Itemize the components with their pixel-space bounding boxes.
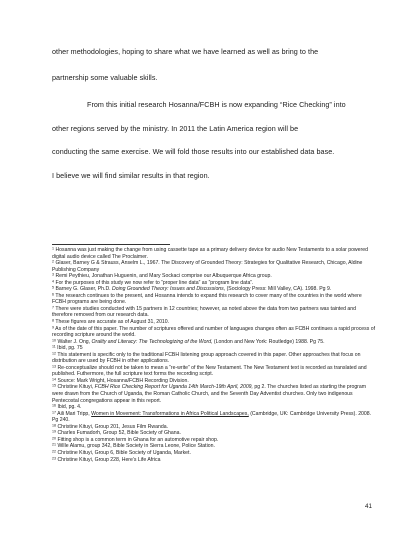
footnote-text: Re-conceptualize should not be taken to mean a “re-write” of the New Testament. The New Testament text is recorded as translated and published. Futhermore, the full scripture text forms the recording script. bbox=[52, 364, 367, 378]
footnote-text: Charles Fumadorh, Group 52, Bible Society of Ghana. bbox=[57, 430, 181, 437]
footnote bbox=[52, 411, 377, 424]
footnote-text: For the purposes of this study we now refer to “proper line data” as “program line data”. bbox=[55, 279, 254, 286]
footnote-text: As of the date of this paper. The number of scriptures offered and number of languages changes often as FCBH continues a rapid process of recording scripture around the world. bbox=[52, 325, 376, 339]
footnote-text: Aili Mari Tripp, bbox=[57, 410, 92, 417]
footnote-text: There were studies conducted with 15 partners in 12 countries; however, as noted above the data from two partners was tainted and therefore removed from our research data. bbox=[52, 305, 356, 319]
footnote-text: Fitting shop is a common term in Ghana for an automotive repair shop. bbox=[57, 436, 219, 443]
report-title: FCBH Rice Checking Report for Uganda 14th March-19th April, 2009, bbox=[94, 384, 253, 391]
footnote-text: pg 2. The churches listed as starting the program were drawn from the Church of Uganda, the Roman Catholic Church, and the Seventh Day Adventist churches. Only two indigenous Pentecostal congregations appear in this report. bbox=[52, 384, 367, 404]
footnote-text: Christine Kituyi, Group 201, Jesus Film Rwanda. bbox=[57, 423, 169, 430]
footnote-number: 13 bbox=[52, 364, 56, 369]
footnote-number: 19 bbox=[52, 429, 56, 434]
footnotes bbox=[52, 247, 377, 463]
footnote-number: 16 bbox=[52, 403, 56, 408]
footnote-text: Ibid, pg. 75 bbox=[57, 345, 83, 352]
footnote-number: 4 bbox=[52, 279, 54, 284]
footnote bbox=[52, 384, 377, 404]
footnote-text: Hosanna was just making the change from using cassette tape as a primary delivery device for audio New Testaments to a solar powered digital audio device called The Proclaimer. bbox=[52, 247, 368, 260]
footnote bbox=[52, 326, 377, 339]
body-line-3: From this initial research Hosanna/FCBH is now expanding “Rice Checking” into bbox=[87, 100, 346, 109]
book-title: Women in Movement: Transformations in Africa Political Landscapes, bbox=[91, 410, 249, 417]
footnote-text: (Cambridge, UK: Cambridge University Press). 2008. Pg 240. bbox=[52, 410, 372, 424]
footnote-text: Wille Alamu, group 342, Bible Society in Sierra Leone, Police Station. bbox=[57, 443, 215, 450]
footnote-number: 20 bbox=[52, 436, 56, 441]
footnote-text: Barney G. Glaser, Ph.D. bbox=[55, 286, 113, 293]
footnote-number: 21 bbox=[52, 442, 56, 447]
body-line-4: other regions served by the ministry. In 2011 the Latin America region will be bbox=[52, 124, 299, 133]
footnote bbox=[52, 306, 377, 319]
footnote-number: 7 bbox=[52, 305, 54, 310]
footnote-text: The research continues to the present, and Hosanna intends to expand this research to cover many of the countries in the world where FCBH programs are being done. bbox=[52, 292, 362, 306]
book-title: Doing Grounded Theory: Issues and Discussions, bbox=[112, 286, 226, 293]
footnote-number: 15 bbox=[52, 383, 56, 388]
page-number: 41 bbox=[365, 503, 373, 510]
book-title: Orality and Literacy: The Technologizing of the Word, bbox=[91, 338, 213, 345]
footnote-text: Christine Kituyi, Group 6, Bible Society of Uganda, Market. bbox=[57, 449, 191, 456]
footnote-text: Glaser, Barney G & Strauss, Anselm L., 1967. The Discovery of Grounded Theory: Strategies for Qualitative Research, Chicago, Aldine Publishing Company bbox=[52, 260, 363, 273]
footnote-text: (London and New York: Routledge) 1988. Pg 75. bbox=[212, 338, 325, 345]
footnote bbox=[52, 365, 377, 378]
footnote-number: 18 bbox=[52, 423, 56, 428]
footnote-text: Remi Peythieu, Jonathan Huguenin, and Mary Sockaci comprise our Albuquerque Africa group. bbox=[55, 273, 272, 280]
body-line-1: other methodologies, hoping to share what we have learned as well as bring to the bbox=[52, 47, 319, 56]
footnote-text: This statement is specific only to the traditional FCBH listening group approach covered in this paper. Other approaches that focus on distribution are used by FCBH in other applications. bbox=[52, 351, 361, 365]
footnote-number: 1 bbox=[52, 246, 54, 251]
footnote-number: 11 bbox=[52, 344, 56, 349]
footnote-number: 23 bbox=[52, 455, 56, 460]
footnote-number: 22 bbox=[52, 449, 56, 454]
footnote-number: 3 bbox=[52, 272, 54, 277]
footnote-number: 10 bbox=[52, 337, 56, 342]
footnote-number: 8 bbox=[52, 318, 54, 323]
footnote bbox=[52, 457, 377, 464]
footnote-text: Ibid, pg. 4. bbox=[57, 404, 82, 411]
footnote-text: Christine Kituyi, Group 228, Here’s Life Africa bbox=[57, 456, 161, 463]
footnote-number: 12 bbox=[52, 351, 56, 356]
footnote-number: 17 bbox=[52, 409, 56, 414]
body-line-6: I believe we will find similar results in that region. bbox=[52, 171, 210, 180]
footnote-text: Source: Mark Wright, Hosanna/FCBH Recording Division. bbox=[57, 377, 189, 384]
body-line-2: partnership some valuable skills. bbox=[52, 73, 158, 82]
footnote-text: Walter J. Ong, bbox=[57, 338, 92, 345]
footnote-number: 6 bbox=[52, 292, 54, 297]
footnote-number: 9 bbox=[52, 324, 54, 329]
footnote-separator bbox=[52, 244, 170, 245]
footnote-number: 2 bbox=[52, 259, 54, 264]
footnote-text: These figures are accurate as of August 31, 2010. bbox=[55, 319, 170, 326]
footnote bbox=[52, 352, 377, 365]
footnote-text: (Sociology Press: Mill Valley, CA). 1998. Pg 9. bbox=[225, 286, 332, 293]
footnote bbox=[52, 293, 377, 306]
footnote-text: Christine Kituyi, bbox=[57, 384, 95, 391]
footnote-number: 5 bbox=[52, 285, 54, 290]
footnote-number: 14 bbox=[52, 377, 56, 382]
footnote bbox=[52, 247, 377, 260]
footnote bbox=[52, 260, 377, 273]
body-line-5: conducting the same exercise. We will fold those results into our established data base. bbox=[52, 147, 335, 156]
